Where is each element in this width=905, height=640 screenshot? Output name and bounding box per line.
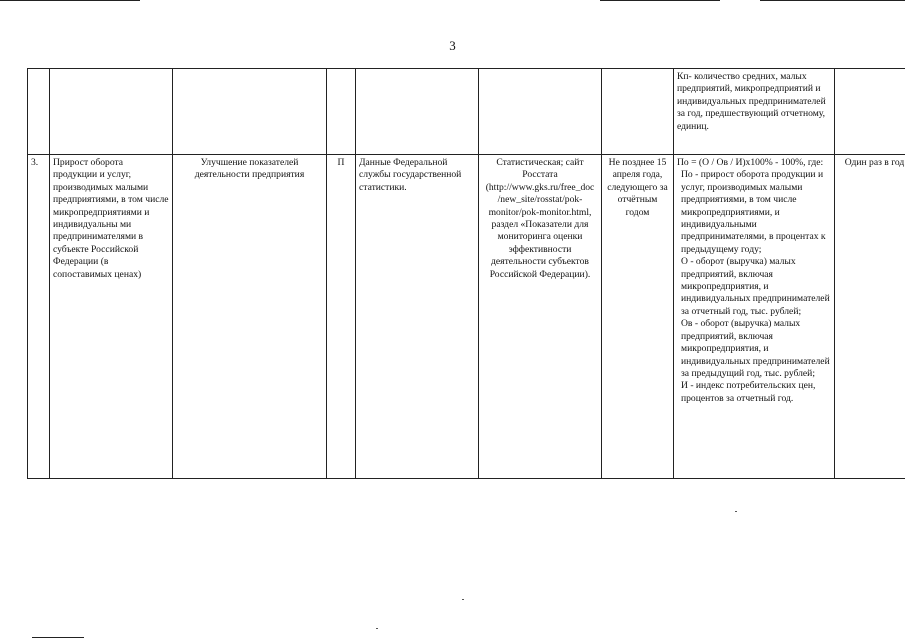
table-row-continuation — [28, 69, 905, 155]
scan-edge-line — [0, 0, 140, 1]
cell-empty — [835, 69, 905, 155]
formula-line: О - оборот (выручка) малых предприятий, включая микропредприятия, и индивидуальных предпринимателей за отчетный год, тыс. рублей; — [681, 256, 830, 317]
cell-empty — [602, 69, 674, 155]
cell-indicator: Прирост оборота продукции и услуг, производимых малыми предприятиями, в том числе микропредприятиями и индивидуальны ми предпринимателями в субъекте Российской Федерации (в сопоставимых ценах) — [50, 155, 173, 479]
cell-empty — [28, 69, 50, 155]
cell-source: Данные Федеральной службы государственной статистики. — [356, 155, 479, 479]
cell-row-number: 3. — [28, 155, 50, 479]
cell-goal: Улучшение показателей деятельности предприятия — [173, 155, 327, 479]
cell-type: П — [327, 155, 356, 479]
cell-deadline: Не позднее 15 апреля года, следующего за отчётным годом — [602, 155, 674, 479]
cell-empty — [356, 69, 479, 155]
cell-empty — [479, 69, 602, 155]
formula-line: По - прирост оборота продукции и услуг, производимых малыми предприятиями, в том числе микропредприятиями, и индивидуальными предпринимателями, в процентах к предыдущему году; — [681, 169, 826, 255]
formula-line: И - индекс потребительских цен, процентов за отчетный год. — [681, 380, 816, 404]
cell-frequency: Один раз в год — [835, 155, 905, 479]
scan-edge-line — [760, 0, 905, 1]
scan-edge-line — [32, 637, 84, 638]
cell-location: Статистическая; сайт Росстата (http://www.gks.ru/free_doc /new_site/rosstat/pok-monitor/pok-monitor.html, раздел «Показатели для мониторинга оценки эффективности деятельности субъектов Российской Федерации). — [479, 155, 602, 479]
scan-edge-line — [600, 0, 720, 1]
indicator-table — [27, 68, 905, 479]
cell-empty — [173, 69, 327, 155]
table-row — [28, 155, 905, 479]
page-number: 3 — [449, 38, 456, 53]
cell-formula-tail: Кп- количество средних, малых предприятий, микропредприятий и индивидуальных предпринимателей за год, предшествующий отчетному, единиц. — [674, 69, 835, 155]
cell-empty — [50, 69, 173, 155]
cell-empty — [327, 69, 356, 155]
cell-formula — [674, 155, 835, 479]
scan-speck — [462, 599, 464, 600]
scan-speck — [376, 628, 378, 629]
scan-speck — [735, 511, 737, 512]
formula-line: Ов - оборот (выручка) малых предприятий, включая микропредприятия, и индивидуальных предпринимателей за предыдущий год, тыс. рублей; — [681, 318, 830, 379]
formula-line: По = (О / Ов / И)х100% - 100%, где: — [677, 157, 824, 168]
